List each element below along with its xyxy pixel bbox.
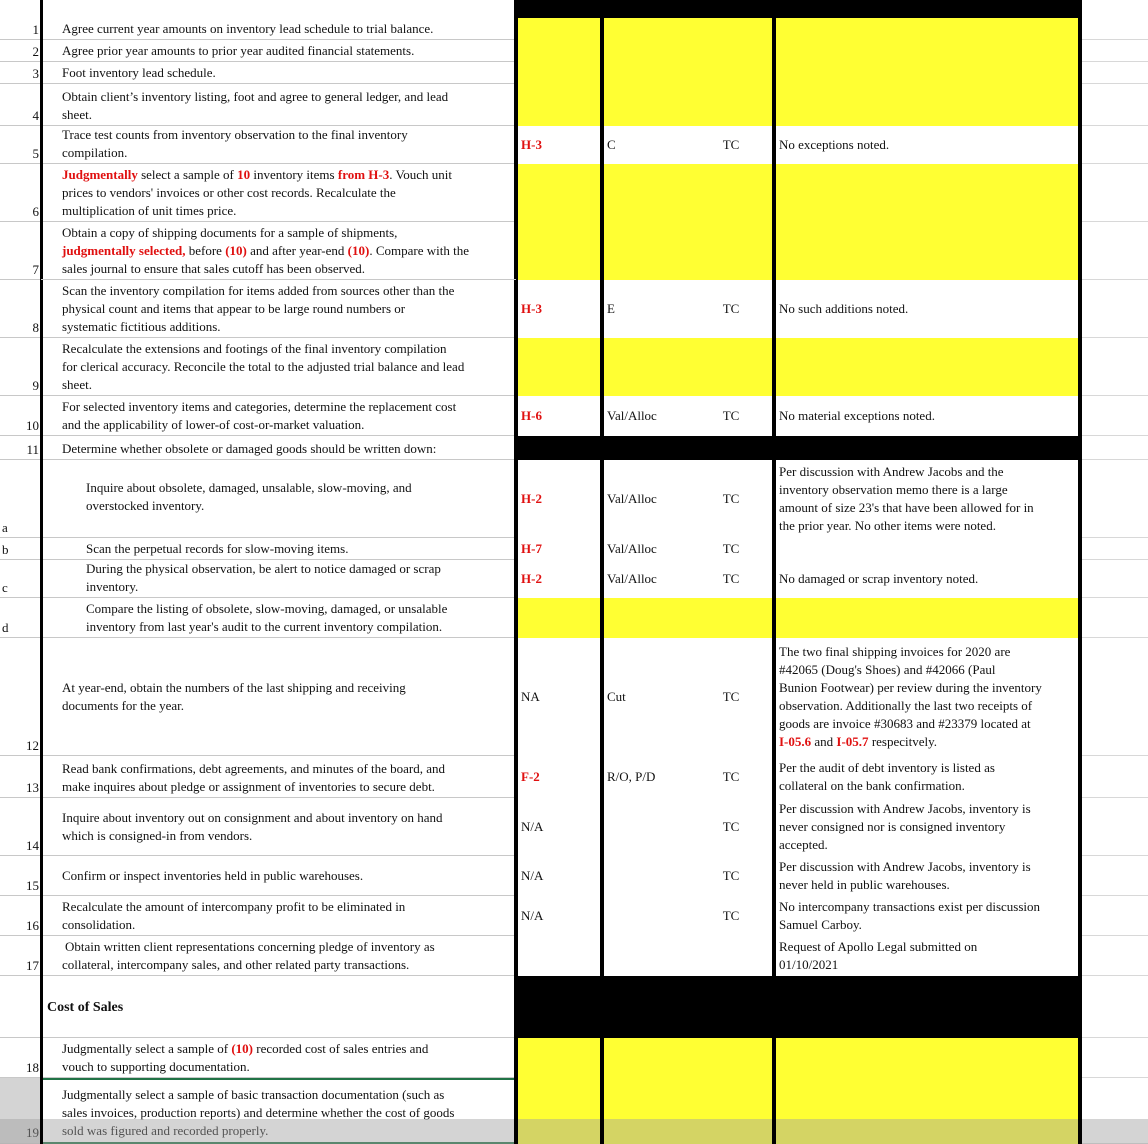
assertion-cell[interactable] [602,856,688,896]
wp-ref-link[interactable]: F-2 [521,769,540,784]
initials-cell[interactable]: TC [722,541,740,556]
initials-cell[interactable]: TC [722,491,740,506]
comment-cell[interactable] [774,164,1080,222]
blank-cell[interactable] [1080,164,1148,222]
table-row[interactable] [0,598,1148,638]
table-row[interactable] [0,638,1148,756]
assertion-cell[interactable] [602,222,774,280]
assertion-cell[interactable] [602,84,774,126]
procedure-cell[interactable] [41,280,516,338]
procedure-cell[interactable] [41,222,516,280]
wp-ref-cell[interactable] [516,40,602,62]
procedure-line: sales journal to ensure that sales cutoff has been observed. [62,261,365,276]
blank-cell[interactable] [1080,638,1148,756]
comment-cell[interactable]: No exceptions noted. [779,137,890,152]
procedure-cell-selected[interactable] [41,1078,516,1144]
row-number: 8 [0,280,41,338]
blank-cell[interactable] [1080,538,1148,560]
comment-line: No intercompany transactions exist per discussion [779,899,1041,914]
procedure-line: make inquires about pledge or assignment of inventories to secure debt. [62,779,435,794]
comment-line: Samuel Carboy. [779,917,862,932]
assertion-cell[interactable]: Val/Alloc [607,541,657,556]
wp-ref-cell[interactable] [516,598,602,638]
section-row[interactable] [0,976,1148,1038]
initials-cell[interactable]: TC [722,571,740,586]
row-number: 1 [0,18,41,40]
wp-ref-link[interactable]: H-2 [521,571,542,586]
wp-ref-cell[interactable] [516,1038,602,1078]
comment-line: 01/10/2021 [779,957,839,972]
procedure-line: judgmentally selected, before (10) and after year-end (10). Compare with the [62,243,469,258]
procedure-cell[interactable] [41,126,516,164]
comment-line: Request of Apollo Legal submitted on [779,939,978,954]
initials-cell[interactable]: TC [722,769,740,784]
procedure-cell[interactable] [41,1038,516,1078]
procedure-line: Obtain client’s inventory listing, foot and agree to general ledger, and lead [62,89,449,104]
blank-cell[interactable] [1080,436,1148,460]
row-number: 5 [0,126,41,164]
table-row[interactable] [0,164,1148,222]
procedure-cell[interactable] [41,798,516,856]
row-number: 9 [0,338,41,396]
assertion-cell[interactable]: Val/Alloc [607,408,657,423]
initials-cell[interactable]: TC [722,819,740,834]
procedure-line: systematic fictitious additions. [62,319,221,334]
table-row[interactable] [0,18,1148,40]
row-number: 11 [0,436,41,460]
assertion-cell[interactable] [602,1078,774,1144]
wp-ref-link[interactable]: H-3 [521,137,542,152]
table-row[interactable] [0,460,1148,538]
procedure-line: overstocked inventory. [86,498,205,513]
procedure-line: Inquire about obsolete, damaged, unsalable, slow-moving, and [86,480,412,495]
row-number: 10 [0,396,41,436]
blank-cell[interactable] [1080,396,1148,436]
comment-cell[interactable] [774,62,1080,84]
procedure-line: sold was figured and recorded properly. [62,1123,269,1138]
comment-cell[interactable] [774,798,1080,856]
section-title-cell[interactable] [41,976,516,1038]
procedure-line: physical count and items that appear to be large round numbers or [62,301,406,316]
table-row[interactable] [0,62,1148,84]
wp-ref-link[interactable]: H-7 [521,541,542,556]
wp-ref-cell[interactable] [516,756,602,798]
comment-line: inventory observation memo there is a large [779,482,1008,497]
comment-cell[interactable]: No such additions noted. [779,301,909,316]
row-letter: c [0,560,41,598]
assertion-cell[interactable] [602,1038,774,1078]
wp-ref-cell[interactable] [516,84,602,126]
blank-cell[interactable] [1080,338,1148,396]
row-number: 19 [0,1078,41,1144]
wp-ref-cell[interactable] [516,280,602,338]
row-number: 12 [0,638,41,756]
blank-cell[interactable] [1080,222,1148,280]
assertion-cell[interactable] [602,896,688,936]
procedure-line: Obtain a copy of shipping documents for a sample of shipments, [62,225,398,240]
initials-cell[interactable]: TC [722,301,740,316]
initials-cell[interactable]: TC [722,408,740,423]
procedure-line: which is consigned-in from vendors. [62,827,253,843]
wp-ref-link[interactable]: H-6 [521,408,542,423]
initials-cell[interactable] [688,936,774,976]
comment-cell[interactable]: No damaged or scrap inventory noted. [779,571,979,586]
table-row[interactable] [0,280,1148,338]
row-number: 3 [0,62,41,84]
wp-ref-cell[interactable] [516,222,602,280]
blank-cell[interactable] [1080,976,1148,1038]
comment-cell[interactable] [774,338,1080,396]
comment-cell[interactable] [774,598,1080,638]
blank-cell[interactable] [1080,856,1148,896]
wp-ref-link[interactable]: I-05.7 [836,734,869,749]
comment-cell[interactable]: No material exceptions noted. [779,408,935,423]
comment-line: I-05.6 and I-05.7 respecitvely. [779,734,938,749]
blank-cell[interactable] [1080,896,1148,936]
comment-line: Per discussion with Andrew Jacobs, inventory is [779,859,1031,874]
blank-cell[interactable] [1080,756,1148,798]
procedure-line: Judgmentally select a sample of (10) recorded cost of sales entries and [62,1041,429,1056]
column-divider [600,0,604,1144]
wp-ref-cell[interactable] [516,126,602,164]
assertion-cell[interactable] [602,598,774,638]
row-letter: a [0,460,41,538]
blank-cell[interactable] [1080,18,1148,40]
row-number: 6 [0,164,41,222]
assertion-cell[interactable] [602,338,774,396]
comment-line: collateral on the bank confirmation. [779,778,965,793]
row-number: 14 [0,798,41,856]
procedure-line: Inquire about inventory out on consignment and about inventory on hand [62,809,443,825]
initials-cell[interactable]: TC [722,137,740,152]
procedure-line: Read bank confirmations, debt agreements, and minutes of the board, and [62,761,446,776]
table-row[interactable] [0,936,1148,976]
assertion-cell[interactable] [602,164,774,222]
comment-cell[interactable] [774,18,1080,40]
procedure-cell[interactable] [41,598,516,638]
comment-cell[interactable] [774,84,1080,126]
procedure-line: vouch to supporting documentation. [62,1059,250,1074]
wp-ref-cell[interactable]: NA [521,689,540,704]
blank-cell[interactable] [1080,936,1148,976]
blank-cell[interactable] [1080,1078,1148,1144]
section-title: Cost of Sales [47,1000,124,1015]
table-row[interactable] [0,40,1148,62]
procedure-cell[interactable]: Scan the perpetual records for slow-moving items. [41,538,516,560]
procedure-line: for clerical accuracy. Reconcile the total to the adjusted trial balance and lead [62,359,465,374]
wp-ref-cell[interactable] [516,338,602,396]
table-row[interactable] [0,436,1148,460]
procedure-cell[interactable] [41,164,516,222]
initials-cell[interactable]: TC [722,908,740,923]
procedure-line: and the applicability of lower-of cost-or-market valuation. [62,417,365,432]
wp-ref-cell[interactable] [516,396,602,436]
comment-line: Per discussion with Andrew Jacobs, inventory is [779,801,1031,816]
procedure-line: collateral, intercompany sales, and other related party transactions. [62,957,410,972]
comment-line: never consigned nor is consigned inventory [779,819,1006,834]
procedure-line: sheet. [62,377,92,392]
comment-cell[interactable] [774,40,1080,62]
blank-cell[interactable] [1080,126,1148,164]
row-number: 17 [0,936,41,976]
blank-cell[interactable] [1080,84,1148,126]
assertion-cell[interactable] [602,798,688,856]
row-number: 15 [0,856,41,896]
comment-line: The two final shipping invoices for 2020 are [779,644,1011,659]
wp-ref-cell[interactable] [516,560,602,598]
comment-line: #42065 (Doug's Shoes) and #42066 (Paul [779,662,996,677]
procedure-line: prices to vendors' invoices or other cost records. Recalculate the [62,185,396,200]
comment-cell[interactable] [774,1038,1080,1078]
table-row[interactable] [0,756,1148,798]
blank-cell[interactable] [1080,460,1148,538]
table-row[interactable] [0,538,1148,560]
comment-line: Per discussion with Andrew Jacobs and the [779,464,1004,479]
assertion-cell[interactable] [602,18,774,40]
procedure-line: multiplication of unit times price. [62,203,237,218]
procedure-cell[interactable]: Agree prior year amounts to prior year audited financial statements. [41,40,516,62]
assertion-cell[interactable] [602,40,774,62]
procedure-cell[interactable] [41,756,516,798]
wp-ref-cell[interactable] [516,936,602,976]
row-number: 13 [0,756,41,798]
assertion-cell[interactable] [602,62,774,84]
comment-cell[interactable] [774,756,1080,798]
row-number: 7 [0,222,41,280]
wp-ref-cell[interactable]: N/A [521,819,544,834]
row-number: 16 [0,896,41,936]
procedure-line: inventory. [86,579,139,594]
comment-line: Bunion Footwear) per review during the inventory [779,680,1042,695]
procedure-cell[interactable]: Foot inventory lead schedule. [41,62,516,84]
wp-ref-cell[interactable]: N/A [521,868,544,883]
comment-cell[interactable] [774,936,1080,976]
comment-line: accepted. [779,837,828,852]
comment-cell[interactable] [774,896,1080,936]
comment-line: observation. Additionally the last two receipts of [779,698,1033,713]
row-number: 4 [0,84,41,126]
wp-ref-link[interactable]: H-2 [521,491,542,506]
assertion-cell[interactable]: Cut [607,689,626,704]
initials-cell[interactable]: TC [722,689,740,704]
comment-cell[interactable] [774,1078,1080,1144]
procedure-line: sheet. [62,107,92,122]
row-letter: b [0,538,41,560]
procedure-line: consolidation. [62,917,136,932]
procedure-line: For selected inventory items and categories, determine the replacement cost [62,399,457,414]
comment-cell[interactable] [774,856,1080,896]
procedure-cell[interactable] [41,560,516,598]
table-row[interactable] [0,798,1148,856]
wp-ref-cell[interactable] [516,538,602,560]
table-row-selected[interactable] [0,1078,1148,1144]
assertion-cell[interactable]: C [607,137,616,152]
procedure-line: inventory from last year's audit to the current inventory compilation. [86,619,443,634]
initials-cell[interactable]: TC [722,868,740,883]
procedure-cell[interactable]: Determine whether obsolete or damaged goods should be written down: [41,436,516,460]
wp-ref-cell[interactable] [516,460,602,538]
comment-cell[interactable] [774,460,1080,538]
comment-cell[interactable] [774,538,1080,560]
blank-cell[interactable] [1080,560,1148,598]
table-row[interactable] [0,222,1148,280]
blank-cell[interactable] [1080,1038,1148,1078]
comment-line: the prior year. No other items were noted. [779,518,996,533]
table-row[interactable] [0,560,1148,598]
column-divider [1078,0,1082,1144]
procedure-line: Scan the inventory compilation for items added from sources other than the [62,283,455,298]
row-number: 2 [0,40,41,62]
procedure-line: Obtain written client representations concerning pledge of inventory as [65,939,435,954]
comment-line: never held in public warehouses. [779,877,950,892]
procedure-line: Judgmentally select a sample of basic transaction documentation (such as [62,1087,445,1102]
row-number: 18 [0,1038,41,1078]
blank-cell[interactable] [1080,62,1148,84]
comment-cell[interactable] [774,638,1080,756]
wp-ref-cell[interactable] [516,164,602,222]
row-letter: d [0,598,41,638]
table-row[interactable] [0,338,1148,396]
table-row[interactable] [0,896,1148,936]
procedure-line: Trace test counts from inventory observation to the final inventory [62,127,408,142]
table-row[interactable] [0,126,1148,164]
procedure-line: During the physical observation, be alert to notice damaged or scrap [86,561,441,576]
wp-ref-cell[interactable] [516,1078,602,1144]
procedure-cell[interactable]: Agree current year amounts on inventory lead schedule to trial balance. [41,18,516,40]
blank-cell[interactable] [1080,40,1148,62]
procedure-cell[interactable] [41,396,516,436]
procedure-line: Compare the listing of obsolete, slow-moving, damaged, or unsalable [86,601,448,616]
table-row[interactable] [0,84,1148,126]
procedure-cell[interactable] [41,460,516,538]
procedure-cell[interactable]: Confirm or inspect inventories held in public warehouses. [41,856,516,896]
blank-cell[interactable] [1080,280,1148,338]
procedure-cell[interactable] [41,936,516,976]
procedure-line: Recalculate the extensions and footings of the final inventory compilation [62,341,447,356]
table-row[interactable] [0,856,1148,896]
comment-line: amount of size 23's that have been allowed for in [779,500,1034,515]
assertion-cell[interactable]: E [607,301,615,316]
procedure-cell[interactable] [41,338,516,396]
assertion-cell[interactable] [602,936,688,976]
procedure-line: sales invoices, production reports) and determine whether the cost of goods [62,1105,455,1120]
procedure-cell[interactable] [41,84,516,126]
procedure-line: At year-end, obtain the numbers of the last shipping and receiving [62,679,406,695]
procedure-line: compilation. [62,145,128,160]
table-row[interactable] [0,1038,1148,1078]
comment-line: goods are invoice #30683 and #23379 located at [779,716,1031,731]
comment-line: Per the audit of debt inventory is listed as [779,760,995,775]
wp-ref-cell[interactable] [516,62,602,84]
column-divider [40,0,43,1144]
assertion-cell[interactable]: Val/Alloc [607,491,657,506]
procedure-line: Recalculate the amount of intercompany profit to be eliminated in [62,899,406,914]
blank-cell[interactable] [1080,798,1148,856]
procedure-cell[interactable] [41,896,516,936]
wp-ref-link[interactable]: I-05.6 [779,734,812,749]
wp-ref-link[interactable]: H-3 [521,301,542,316]
comment-cell[interactable] [774,222,1080,280]
wp-ref-cell[interactable] [516,18,602,40]
table-row[interactable] [0,396,1148,436]
wp-ref-cell[interactable]: N/A [521,908,544,923]
column-divider [772,0,776,1144]
header-strip [0,0,1148,18]
procedure-line: documents for the year. [62,697,185,713]
procedure-cell[interactable] [41,638,516,756]
blank-cell[interactable] [1080,598,1148,638]
row-number [0,976,41,1038]
assertion-cell[interactable]: Val/Alloc [607,571,657,586]
procedure-line: Judgmentally select a sample of 10 inventory items from H-3. Vouch unit [62,167,452,182]
column-divider [514,0,518,1144]
assertion-cell[interactable]: R/O, P/D [607,769,656,784]
